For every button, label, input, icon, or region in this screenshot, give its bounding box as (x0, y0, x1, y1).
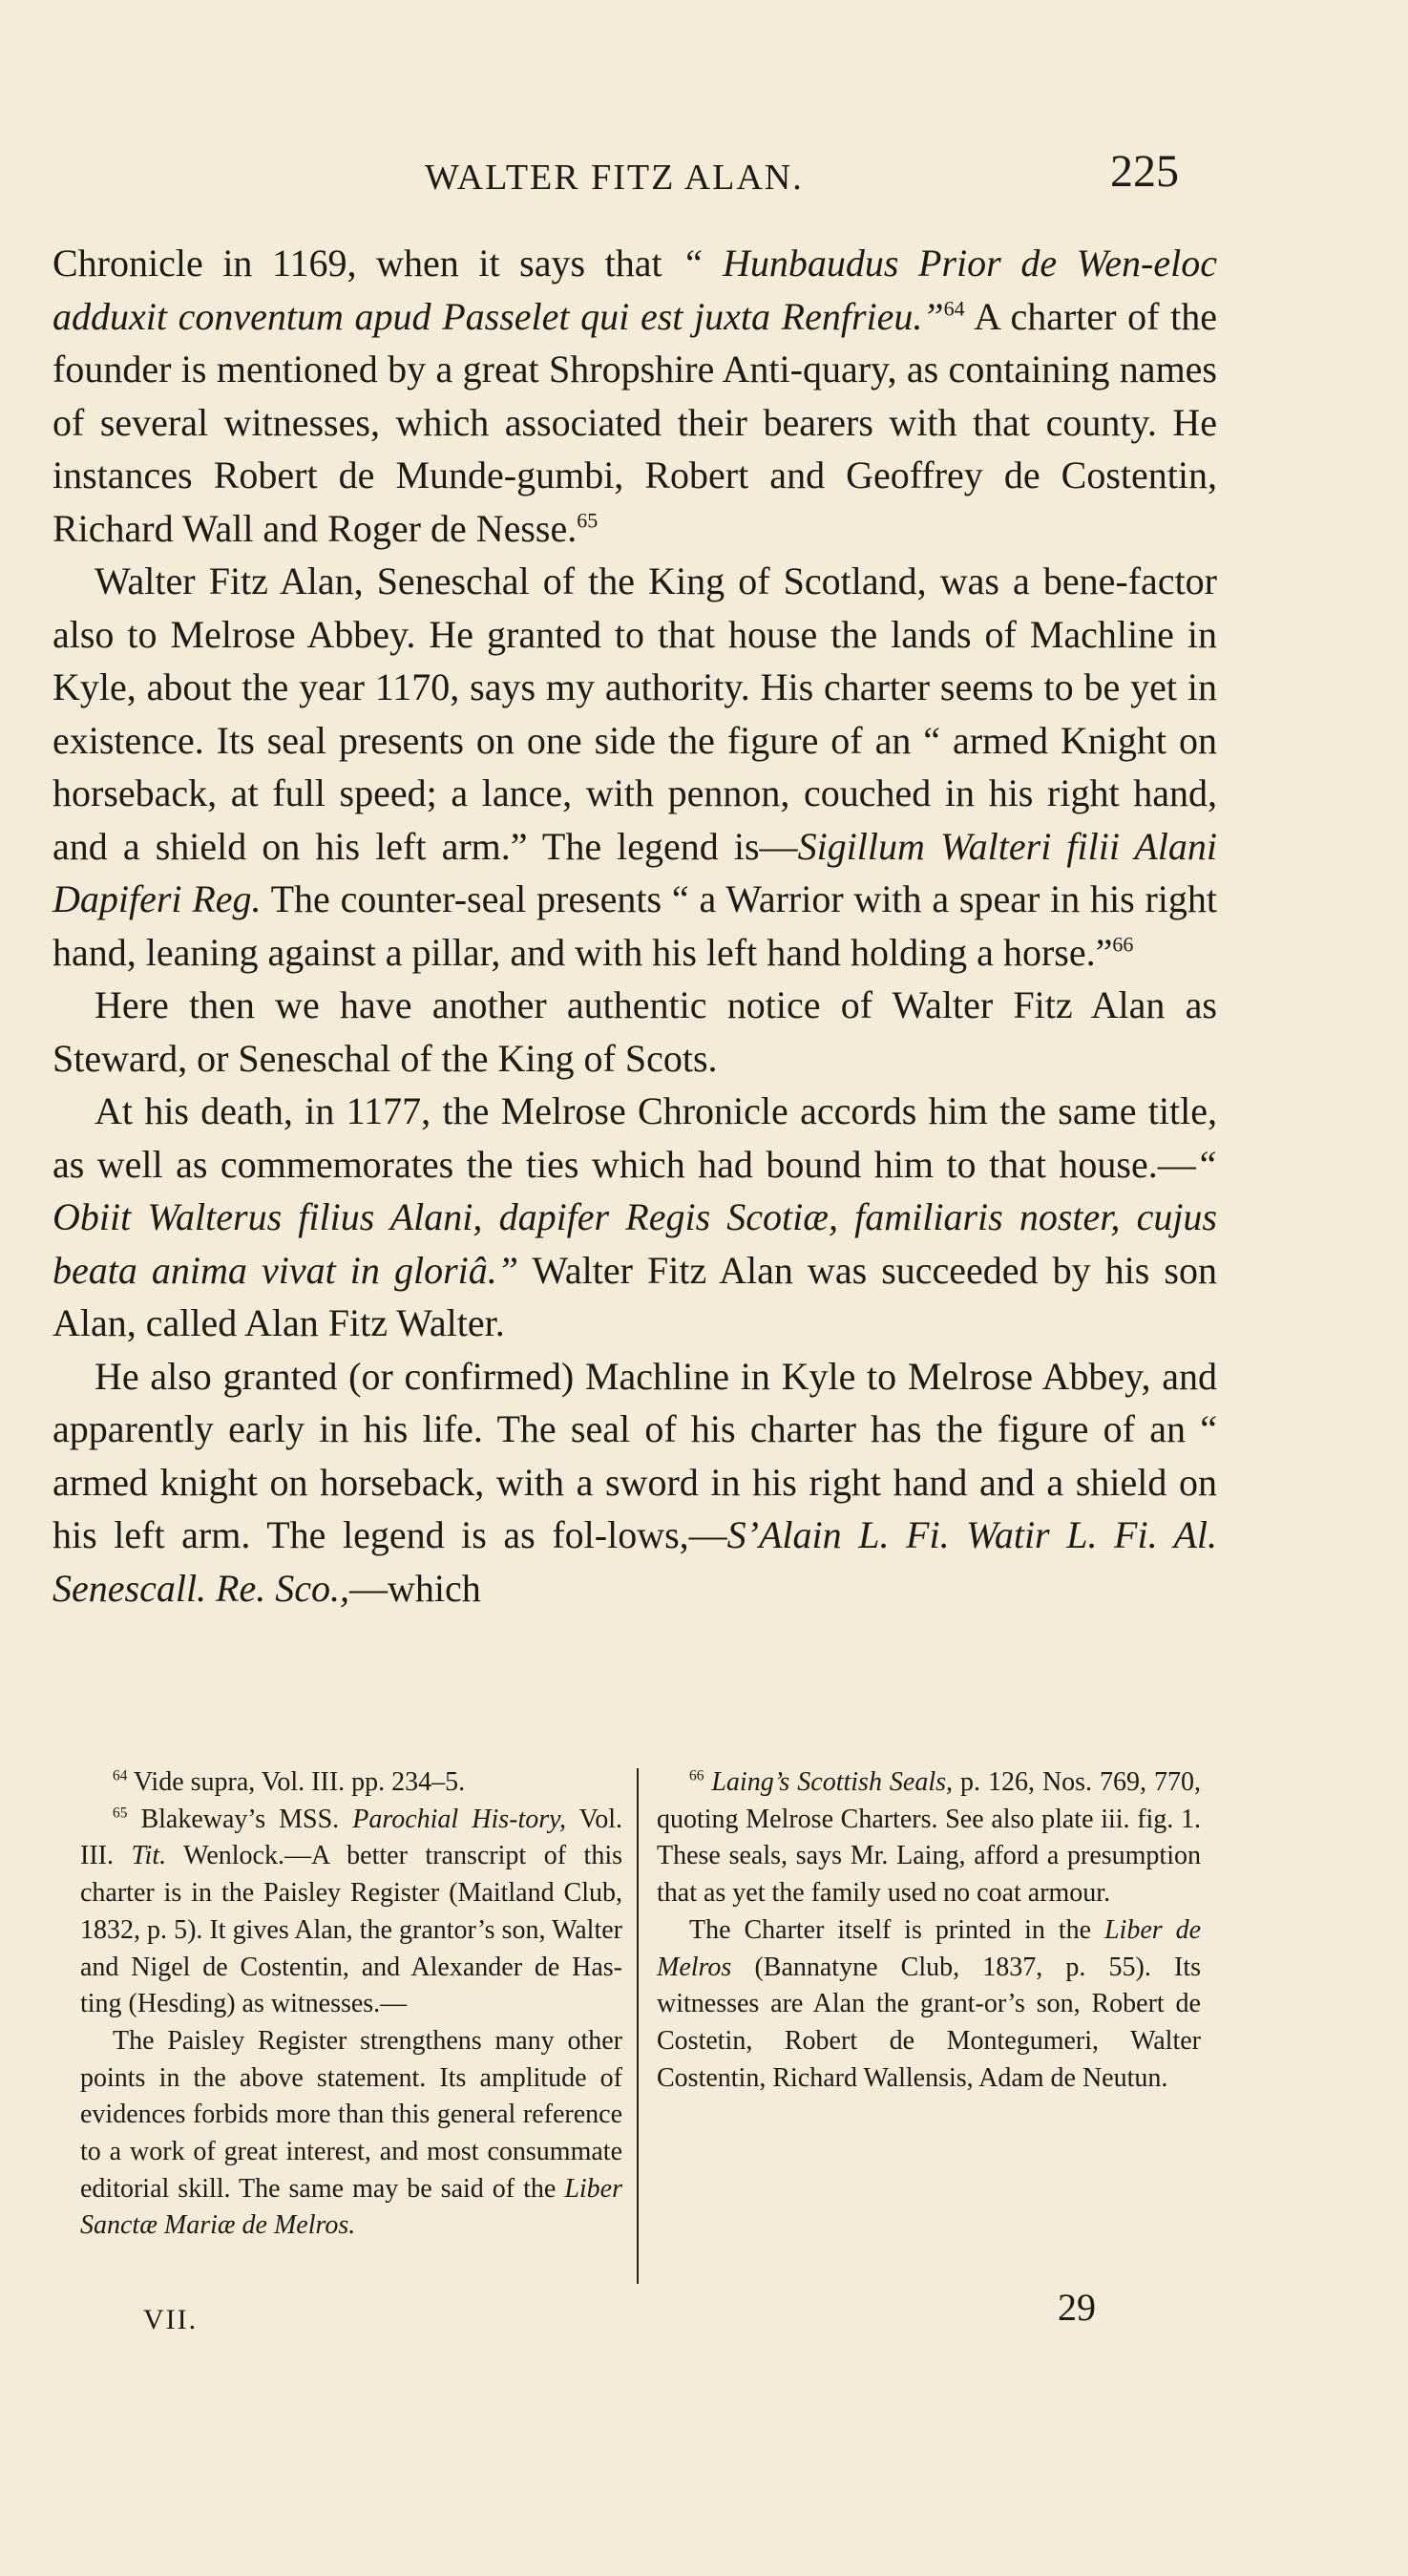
footnote-65-text-c: Wenlock.—A better transcript of this charter is in the Paisley Register (Maitland Club, 1832, p. 5). It gives Alan, the grantor’s son, Walter and Nigel de Costentin, and Alexander de Has-ting (Hesding) as witnesses.— (80, 1841, 622, 2019)
signature-mark-left: VII. (143, 2304, 199, 2335)
page-number: 225 (1110, 146, 1179, 197)
main-text (53, 237, 1217, 1615)
footnote-66-marker: 66 (689, 1767, 704, 1784)
footnote-65-cont-text: The Paisley Register strengthens many other points in the above statement. Its amplitude of evidences forbids more than this general reference to a work of great interest, and most consummate editorial skill. The same may be said of the (80, 2025, 622, 2204)
footnote-66-text: p. 126, Nos. 769, 770, quoting Melrose Charters. See also plate iii. fig. 1. These seals, says Mr. Laing, afford a presumption that as yet the family used no coat armour. (657, 1767, 1201, 1909)
footnote-64-text: Vide supra, Vol. III. pp. 234–5. (127, 1767, 466, 1797)
paragraph-2-text-a: Walter Fitz Alan, Seneschal of the King of Scotland, was a bene-factor also to Melrose Abbey. He granted to that house the lands of Machline in Kyle, about the year 1170, says my authority. His charter seems to be yet in existence. Its seal presents on one side the figure of an “ armed Knight on horseback, at full speed; a lance, with pennon, couched in his right hand, and a shield on his left arm.” The legend is— (53, 560, 1217, 868)
footnote-66-cont-text-a: The Charter itself is printed in the (689, 1914, 1104, 1945)
column-divider (637, 1768, 639, 2284)
paragraph-5 (53, 1350, 1217, 1615)
paragraph-2-text-b: The counter-seal presents “ a Warrior with a spear in his right hand, leaning against a pillar, and with his left hand holding a horse.” (53, 877, 1218, 974)
paragraph-1-text-a: Chronicle in 1169, when it says that (53, 242, 683, 285)
footnote-64-marker: 64 (113, 1767, 128, 1784)
footnote-65-marker: 65 (113, 1805, 128, 1822)
footnote-66-cont-title: Liber de Melros (657, 1914, 1202, 1982)
footnote-66 (657, 1764, 1201, 1912)
footnotes-left-column (80, 1764, 622, 2245)
paragraph-5-text-a: He also granted (or confirmed) Machline in Kyle to Melrose Abbey, and apparently early in his life. The seal of his charter has the figure of an “ armed knight on horseback, with a sword in his right hand and a shield on his left arm. The legend is as fol-lows,— (53, 1354, 1217, 1556)
paragraph-1 (53, 237, 1217, 555)
paragraph-4 (53, 1085, 1217, 1350)
paragraph-5-text-b: —which (349, 1566, 481, 1610)
footnotes-right-column (657, 1764, 1201, 2097)
footnote-65-cont-title: Liber Sanctæ Mariæ de Melros. (80, 2173, 622, 2241)
footnote-65-title: Parochial His-tory, (352, 1804, 567, 1834)
footnote-66-cont-text-b: (Bannatyne Club, 1837, p. 55). Its witnesses are Alan the grant-or’s son, Robert de Costetin, Robert de Montegumeri, Walter Costentin, Richard Wallensis, Adam de Neutun. (657, 1952, 1201, 2093)
paragraph-2-legend: Sigillum Walteri filii Alani Dapiferi Reg. (53, 824, 1217, 920)
footnote-ref-64: 64 (943, 296, 965, 321)
footnote-65-continued (80, 2023, 622, 2245)
paragraph-4-text-b: Walter Fitz Alan was succeeded by his son Alan, called Alan Fitz Walter. (53, 1248, 1217, 1344)
paragraph-5-legend: S’Alain L. Fi. Watir L. Fi. Al. Senescall. Re. Sco., (53, 1513, 1217, 1610)
footnote-65-text-b: Vol. III. (80, 1804, 622, 1871)
footnote-64 (80, 1764, 622, 1802)
paragraph-4-text-a: At his death, in 1177, the Melrose Chronicle accords him the same title, as well as commemorates the ties which had bound him to that house.— (53, 1089, 1217, 1186)
running-title: WALTER FITZ ALAN. (425, 158, 804, 198)
footnote-66-continued (657, 1912, 1201, 2098)
footnote-65-tit: Tit. (131, 1841, 167, 1871)
paragraph-3: Here then we have another authentic notice of Walter Fitz Alan as Steward, or Seneschal of the King of Scots. (53, 983, 1217, 1080)
paragraph-4-quote: “ Obiit Walterus filius Alani, dapifer Regis Scotiæ, familiaris noster, cujus beata anima vivat in gloriâ.” (53, 1142, 1217, 1292)
paragraph-1-quote: “ Hunbaudus Prior de Wen-eloc adduxit conventum apud Passelet qui est juxta Renfrieu.” (53, 242, 1217, 338)
footnote-65 (80, 1802, 622, 2023)
footnote-ref-65: 65 (577, 508, 599, 533)
signature-mark-right: 29 (1058, 2286, 1096, 2329)
footnote-66-title: Laing’s Scottish Seals, (704, 1767, 954, 1797)
running-head (0, 145, 1408, 202)
footnote-ref-66: 66 (1112, 932, 1134, 957)
paragraph-1-text-b: A charter of the founder is mentioned by a great Shropshire Anti-quary, as containing names of several witnesses, which associated their bearers with that county. He instances Robert de Munde-gumbi, Robert and Geoffrey de Costentin, Richard Wall and Roger de Nesse. (53, 294, 1217, 550)
paragraph-2 (53, 555, 1217, 979)
footnote-65-text-a: Blakeway’s MSS. (127, 1804, 353, 1834)
